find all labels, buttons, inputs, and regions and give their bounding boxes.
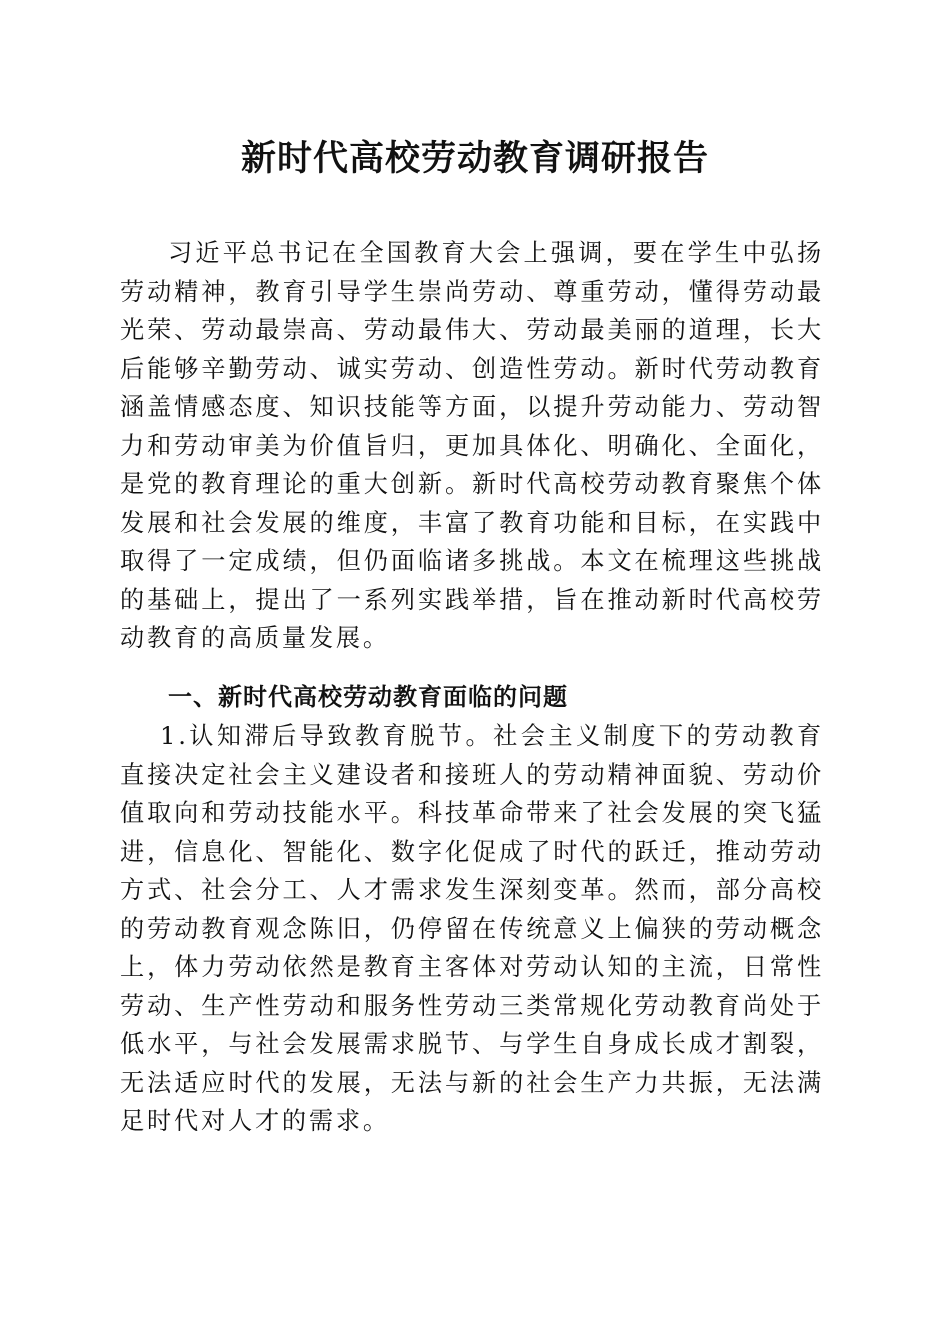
intro-paragraph: 习近平总书记在全国教育大会上强调，要在学生中弘扬劳动精神，教育引导学生崇尚劳动、尊重劳动，懂得劳动最光荣、劳动最崇高、劳动最伟大、劳动最美丽的道理，长大后能够辛勤劳动、诚实劳动、创造性劳动。新时代劳动教育涵盖情感态度、知识技能等方面，以提升劳动能力、劳动智力和劳动审美为价值旨归，更加具体化、明确化、全面化，是党的教育理论的重大创新。新时代高校劳动教育聚焦个体发展和社会发展的维度，丰富了教育功能和目标，在实践中取得了一定成绩，但仍面临诸多挑战。本文在梳理这些挑战的基础上，提出了一系列实践举措，旨在推动新时代高校劳动教育的高质量发展。 <box>120 239 824 652</box>
section-heading: 一、新时代高校劳动教育面临的问题 <box>168 683 568 711</box>
document-title: 新时代高校劳动教育调研报告 <box>240 138 709 179</box>
section-paragraph: 1.认知滞后导致教育脱节。社会主义制度下的劳动教育直接决定社会主义建设者和接班人的劳动精神面貌、劳动价值取向和劳动技能水平。科技革命带来了社会发展的突飞猛进，信息化、智能化、数字化促成了时代的跃迁，推动劳动方式、社会分工、人才需求发生深刻变革。然而，部分高校的劳动教育观念陈旧，仍停留在传统意义上偏狭的劳动概念上，体力劳动依然是教育主客体对劳动认知的主流，日常性劳动、生产性劳动和服务性劳动三类常规化劳动教育尚处于低水平，与社会发展需求脱节、与学生自身成长成才割裂，无法适应时代的发展，无法与新的社会生产力共振，无法满足时代对人才的需求。 <box>120 722 824 1135</box>
